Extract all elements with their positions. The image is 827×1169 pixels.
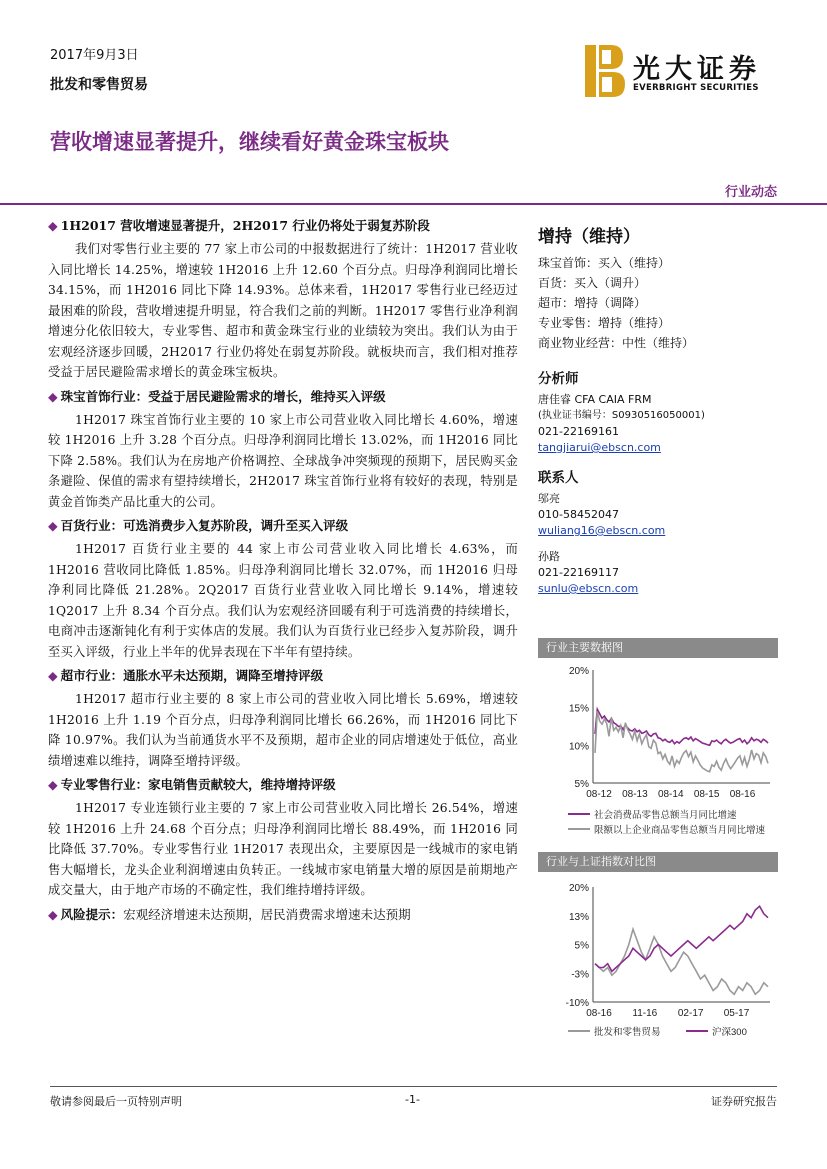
chart-2-svg <box>538 872 778 1052</box>
page-number: -1- <box>405 1093 420 1106</box>
header-divider <box>0 203 827 205</box>
legend-label: 社会消费品零售总额当月同比增速 <box>594 810 737 821</box>
x-tick-label: 02-17 <box>677 1008 704 1019</box>
section-heading: ◆ 珠宝首饰行业：受益于居民避险需求的增长，维持买入评级 <box>48 388 386 404</box>
rating-title: 增持（维持） <box>538 227 640 247</box>
logo-english: EVERBRIGHT SECURITIES <box>633 83 759 93</box>
chart-1-panel <box>538 638 778 836</box>
section-heading: ◆ 超市行业：通胀水平未达预期，调降至增持评级 <box>48 668 324 683</box>
report-type-badge: 行业动态 <box>724 185 777 200</box>
analyst-name: 唐佳睿 CFA CAIA FRM <box>538 393 652 406</box>
rating-item: 超市：增持（调降） <box>538 296 647 310</box>
footer-disclaimer: 敬请参阅最后一页特别声明 <box>50 1095 182 1108</box>
x-tick-label: 08-13 <box>622 789 648 800</box>
x-tick-label: 08-15 <box>693 789 720 800</box>
section-body: 1H2017 超市行业主要的 8 家上市公司的营业收入同比增长 5.69%，增速较 1H2016 上升 1.19 个百分点，归母净利润同比增长 66.26%，而 1H2016 同比下降 10.97%。我们认为当前通货水平不及预期，超市企业的同店增速处于低位，高业绩增速难以维持，调降至增持评级。 <box>48 692 518 768</box>
contact-name: 孙路 <box>538 550 560 563</box>
footer-divider <box>50 1086 777 1087</box>
analyst-license: (执业证书编号：S0930516050001) <box>538 410 705 421</box>
section-overview <box>48 216 518 383</box>
legend-label: 沪深300 <box>712 1027 747 1038</box>
logo-chinese: 光大证券 <box>633 54 761 85</box>
legend-label: 批发和零售贸易 <box>594 1027 661 1038</box>
series-line <box>595 929 768 994</box>
page-title: 营收增速显著提升，继续看好黄金珠宝板块 <box>50 130 449 154</box>
diamond-bullet-icon: ◆ <box>48 218 58 233</box>
x-tick-label: 08-16 <box>729 789 756 800</box>
section-specialty-retail <box>48 775 518 901</box>
section-department-store <box>48 516 518 662</box>
rating-item: 商业物业经营：中性（维持） <box>538 336 695 350</box>
contact-phone: 010-58452047 <box>538 508 619 521</box>
analyst-email-link[interactable]: tangjiarui@ebscn.com <box>538 441 661 454</box>
contacts-heading: 联系人 <box>538 470 579 486</box>
x-tick-label: 05-17 <box>723 1008 750 1019</box>
report-date: 2017年9月3日 <box>50 48 139 63</box>
rating-item: 珠宝首饰：买入（维持） <box>538 256 671 270</box>
y-tick-label: 20% <box>568 666 589 677</box>
section-body: 我们对零售行业主要的 77 家上市公司的中报数据进行了统计：1H2017 营业收入同比增长 14.25%，增速较 1H2016 上升 12.60 个百分点。归母净利润同比增长 34.15%，而 1H2016 同比下降 14.93%。总体来看，1H2017 零售行业已经迈过最困难的阶段，营收增速提升明显，符合我们之前的判断。1H2017 零售行业净利润增速分化依旧较大，专业零售、超市和黄金珠宝行业的业绩较为突出。我们认为由于宏观经济逐步回暖，2H2017 行业仍将处在弱复苏阶段。就板块而言，我们相对推荐受益于居民避险需求增长的黄金珠宝板块。 <box>48 242 518 379</box>
risk-heading: 风险提示： <box>60 906 124 922</box>
y-tick-label: -3% <box>571 969 589 981</box>
section-risk <box>48 905 518 925</box>
section-jewelry <box>48 387 518 513</box>
sector-name: 批发和零售贸易 <box>50 77 148 93</box>
legend-label: 限额以上企业商品零售总额当月同比增速 <box>594 825 766 836</box>
x-tick-label: 08-16 <box>586 1008 612 1019</box>
contact-phone: 021-22169117 <box>538 566 619 579</box>
contact-name: 邬亮 <box>538 492 560 505</box>
x-tick-label: 08-12 <box>586 789 612 800</box>
y-tick-label: 5% <box>574 779 589 790</box>
y-tick-label: 10% <box>568 741 589 753</box>
y-tick-label: -10% <box>565 998 589 1009</box>
section-body: 1H2017 珠宝首饰行业主要的 10 家上市公司营业收入同比增长 4.60%，增速较 1H2016 上升 3.28 个百分点。归母净利润同比增长 13.02%，而 1H2016 同比下降 2.58%。我们认为在房地产价格调控、全球战争冲突频现的预期下，居民购买金条避险、保值的需求有望持续增长，2H2017 珠宝首饰行业将有较好的表现，特别是黄金首饰类产品比重大的公司。 <box>48 412 518 509</box>
chart-1-svg <box>538 658 778 836</box>
diamond-bullet-icon: ◆ <box>48 777 58 792</box>
analyst-phone: 021-22169161 <box>538 425 619 438</box>
diamond-bullet-icon: ◆ <box>48 668 58 683</box>
section-heading: ◆ 百货行业：可选消费步入复苏阶段，调升至买入评级 <box>48 518 349 533</box>
chart-2-title: 行业与上证指数对比图 <box>538 852 778 872</box>
analyst-heading: 分析师 <box>538 371 579 387</box>
rating-item: 专业零售：增持（维持） <box>538 316 671 330</box>
section-heading: ◆ 1H2017 营收增速显著提升，2H2017 行业仍将处于弱复苏阶段 <box>48 218 430 233</box>
y-tick-label: 15% <box>568 703 589 715</box>
section-supermarket <box>48 666 518 771</box>
x-tick-label: 08-14 <box>657 789 684 800</box>
section-body: 1H2017 专业连锁行业主要的 7 家上市公司营业收入同比增长 26.54%，增速较 1H2016 上升 24.68 个百分点；归母净利润同比增长 88.49%，而 1H2016 同比降低 37.70%。专业零售行业 1H2017 表现出众，主要原因是一线城市的家电销售大幅增长，龙头企业利润增速由负转正。一线城市家电销量大增的原因是前期地产成交量大，由于地产市场的不确定性，我们维持增持评级。 <box>48 801 518 897</box>
section-heading: ◆ 专业零售行业：家电销售贡献较大，维持增持评级 <box>48 777 336 792</box>
y-tick-label: 5% <box>574 940 589 952</box>
contact-email-link[interactable]: wuliang16@ebscn.com <box>538 524 666 537</box>
risk-line <box>48 905 518 925</box>
diamond-bullet-icon: ◆ <box>48 388 58 404</box>
contact-email-link[interactable]: sunlu@ebscn.com <box>538 582 639 595</box>
chart-1-title: 行业主要数据图 <box>538 638 778 658</box>
company-logo <box>585 45 780 100</box>
risk-body: 宏观经济增速未达预期，居民消费需求增速未达预期 <box>123 906 411 922</box>
y-tick-label: 13% <box>568 911 589 923</box>
diamond-bullet-icon: ◆ <box>48 906 58 922</box>
footer-report-label: 证券研究报告 <box>711 1095 777 1108</box>
rating-item: 百货：买入（调升） <box>538 276 647 290</box>
y-tick-label: 20% <box>568 883 589 894</box>
x-tick-label: 11-16 <box>632 1008 658 1019</box>
section-body: 1H2017 百货行业主要的 44 家上市公司营业收入同比增长 4.63%，而 1H2016 营收同比降低 1.85%。归母净利润同比增长 32.07%，而 1H2016 归母净利同比降低 21.28%。2Q2017 百货行业营业收入同比增长 9.14%，增速较 1Q2017 上升 8.34 个百分点。我们认为宏观经济回暖有利于可选消费的持续增长，电商冲击逐渐钝化有利于实体店的发展。我们认为百货行业已经步入复苏阶段，调升至买入评级，行业上半年的优异表现在下半年有望持续。 <box>48 542 518 659</box>
chart-2-panel <box>538 852 778 1056</box>
diamond-bullet-icon: ◆ <box>48 518 58 533</box>
logo-mark-icon <box>585 45 625 97</box>
sidebar <box>538 222 778 597</box>
main-text-column <box>48 212 518 928</box>
